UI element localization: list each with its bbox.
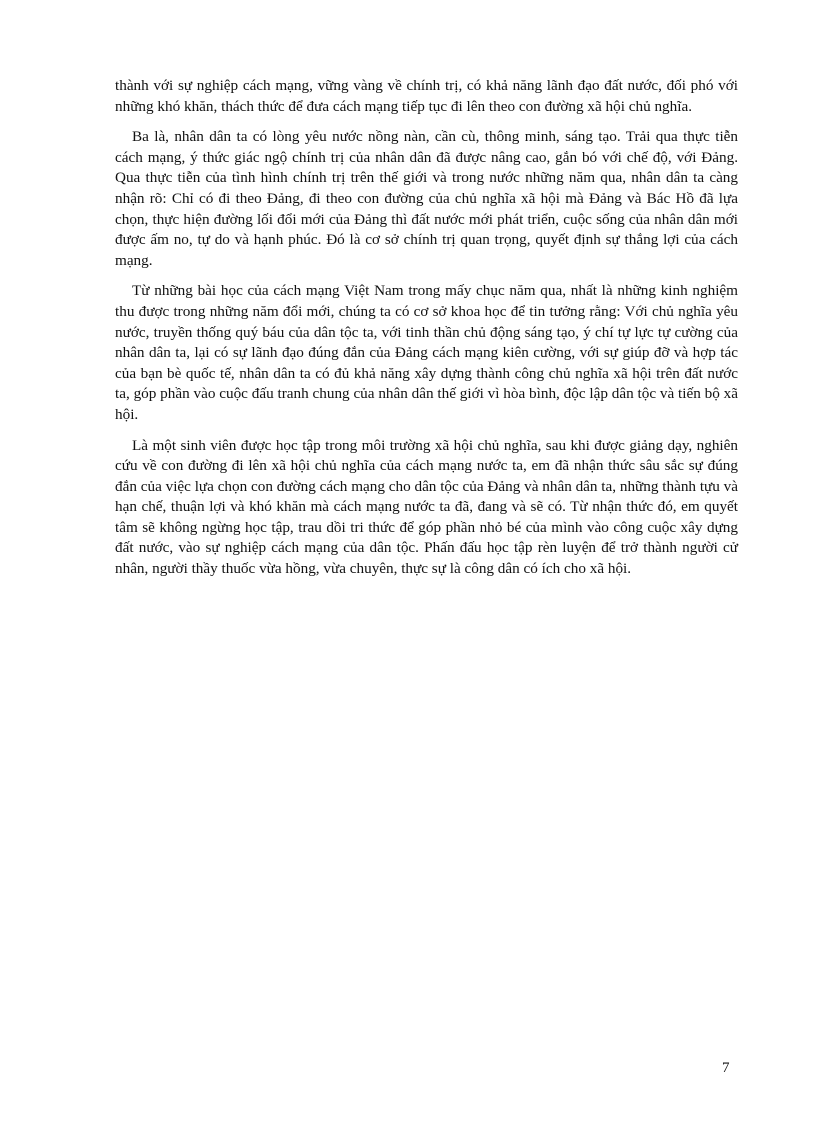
page-number: 7 <box>722 1060 730 1076</box>
paragraph-student-reflection: Là một sinh viên được học tập trong môi trường xã hội chủ nghĩa, sau khi được giảng dạy, nghiên cứu về con đường đi lên xã hội chủ nghĩa của cách mạng nước ta, em đã nhận thức sâu sắc sự đúng đắn của việc lựa chọn con đường cách mạng cho dân tộc của Đảng và nhân dân ta, những thành tựu và hạn chế, thuận lợi và khó khăn mà cách mạng nước ta đã, đang và sẽ có. Từ nhận thức đó, em quyết tâm sẽ không ngừng học tập, trau dồi tri thức để góp phần nhỏ bé của mình vào công cuộc xây dựng đất nước, vào sự nghiệp cách mạng của dân tộc. Phấn đấu học tập rèn luyện để trở thành người cử nhân, người thầy thuốc vừa hồng, vừa chuyên, thực sự là công dân có ích cho xã hội. <box>115 436 738 578</box>
paragraph-lessons: Từ những bài học của cách mạng Việt Nam trong mấy chục năm qua, nhất là những kinh nghiệm thu được trong những năm đổi mới, chúng ta có cơ sở khoa học để tin tưởng rằng: Với chủ nghĩa yêu nước, truyền thống quý báu của dân tộc ta, với tinh thần chủ động sáng tạo, ý chí tự lực tự cường của nhân dân ta, lại có sự lãnh đạo đúng đắn của Đảng cách mạng kiên cường, với sự giúp đỡ và hợp tác của bạn bè quốc tế, nhân dân ta có đủ khả năng xây dựng thành công chủ nghĩa xã hội trên đất nước ta, góp phần vào cuộc đấu tranh chung của nhân dân thế giới vì hòa bình, độc lập dân tộc và tiến bộ xã hội. <box>115 282 738 423</box>
paragraph-continuation: thành với sự nghiệp cách mạng, vững vàng về chính trị, có khả năng lãnh đạo đất nước, đối phó với những khó khăn, thách thức để đưa cách mạng tiếp tục đi lên theo con đường xã hội chủ nghĩa. <box>115 77 738 115</box>
paragraph-third-point: Ba là, nhân dân ta có lòng yêu nước nồng nàn, cần cù, thông minh, sáng tạo. Trải qua thực tiễn cách mạng, ý thức giác ngộ chính trị của nhân dân đã được nâng cao, gắn bó với chế độ, với Đảng. Qua thực tiễn của tình hình chính trị trên thế giới và trong nước những năm qua, nhân dân ta càng nhận rõ: Chỉ có đi theo Đảng, đi theo con đường của chủ nghĩa xã hội mà Đảng và Bác Hồ đã lựa chọn, thực hiện đường lối đổi mới của Đảng thì đất nước mới phát triển, cuộc sống của nhân dân mới được ấm no, tự do và hạnh phúc. Đó là cơ sở chính trị quan trọng, quyết định sự thắng lợi của cách mạng. <box>115 128 738 269</box>
page-body <box>115 76 738 590</box>
